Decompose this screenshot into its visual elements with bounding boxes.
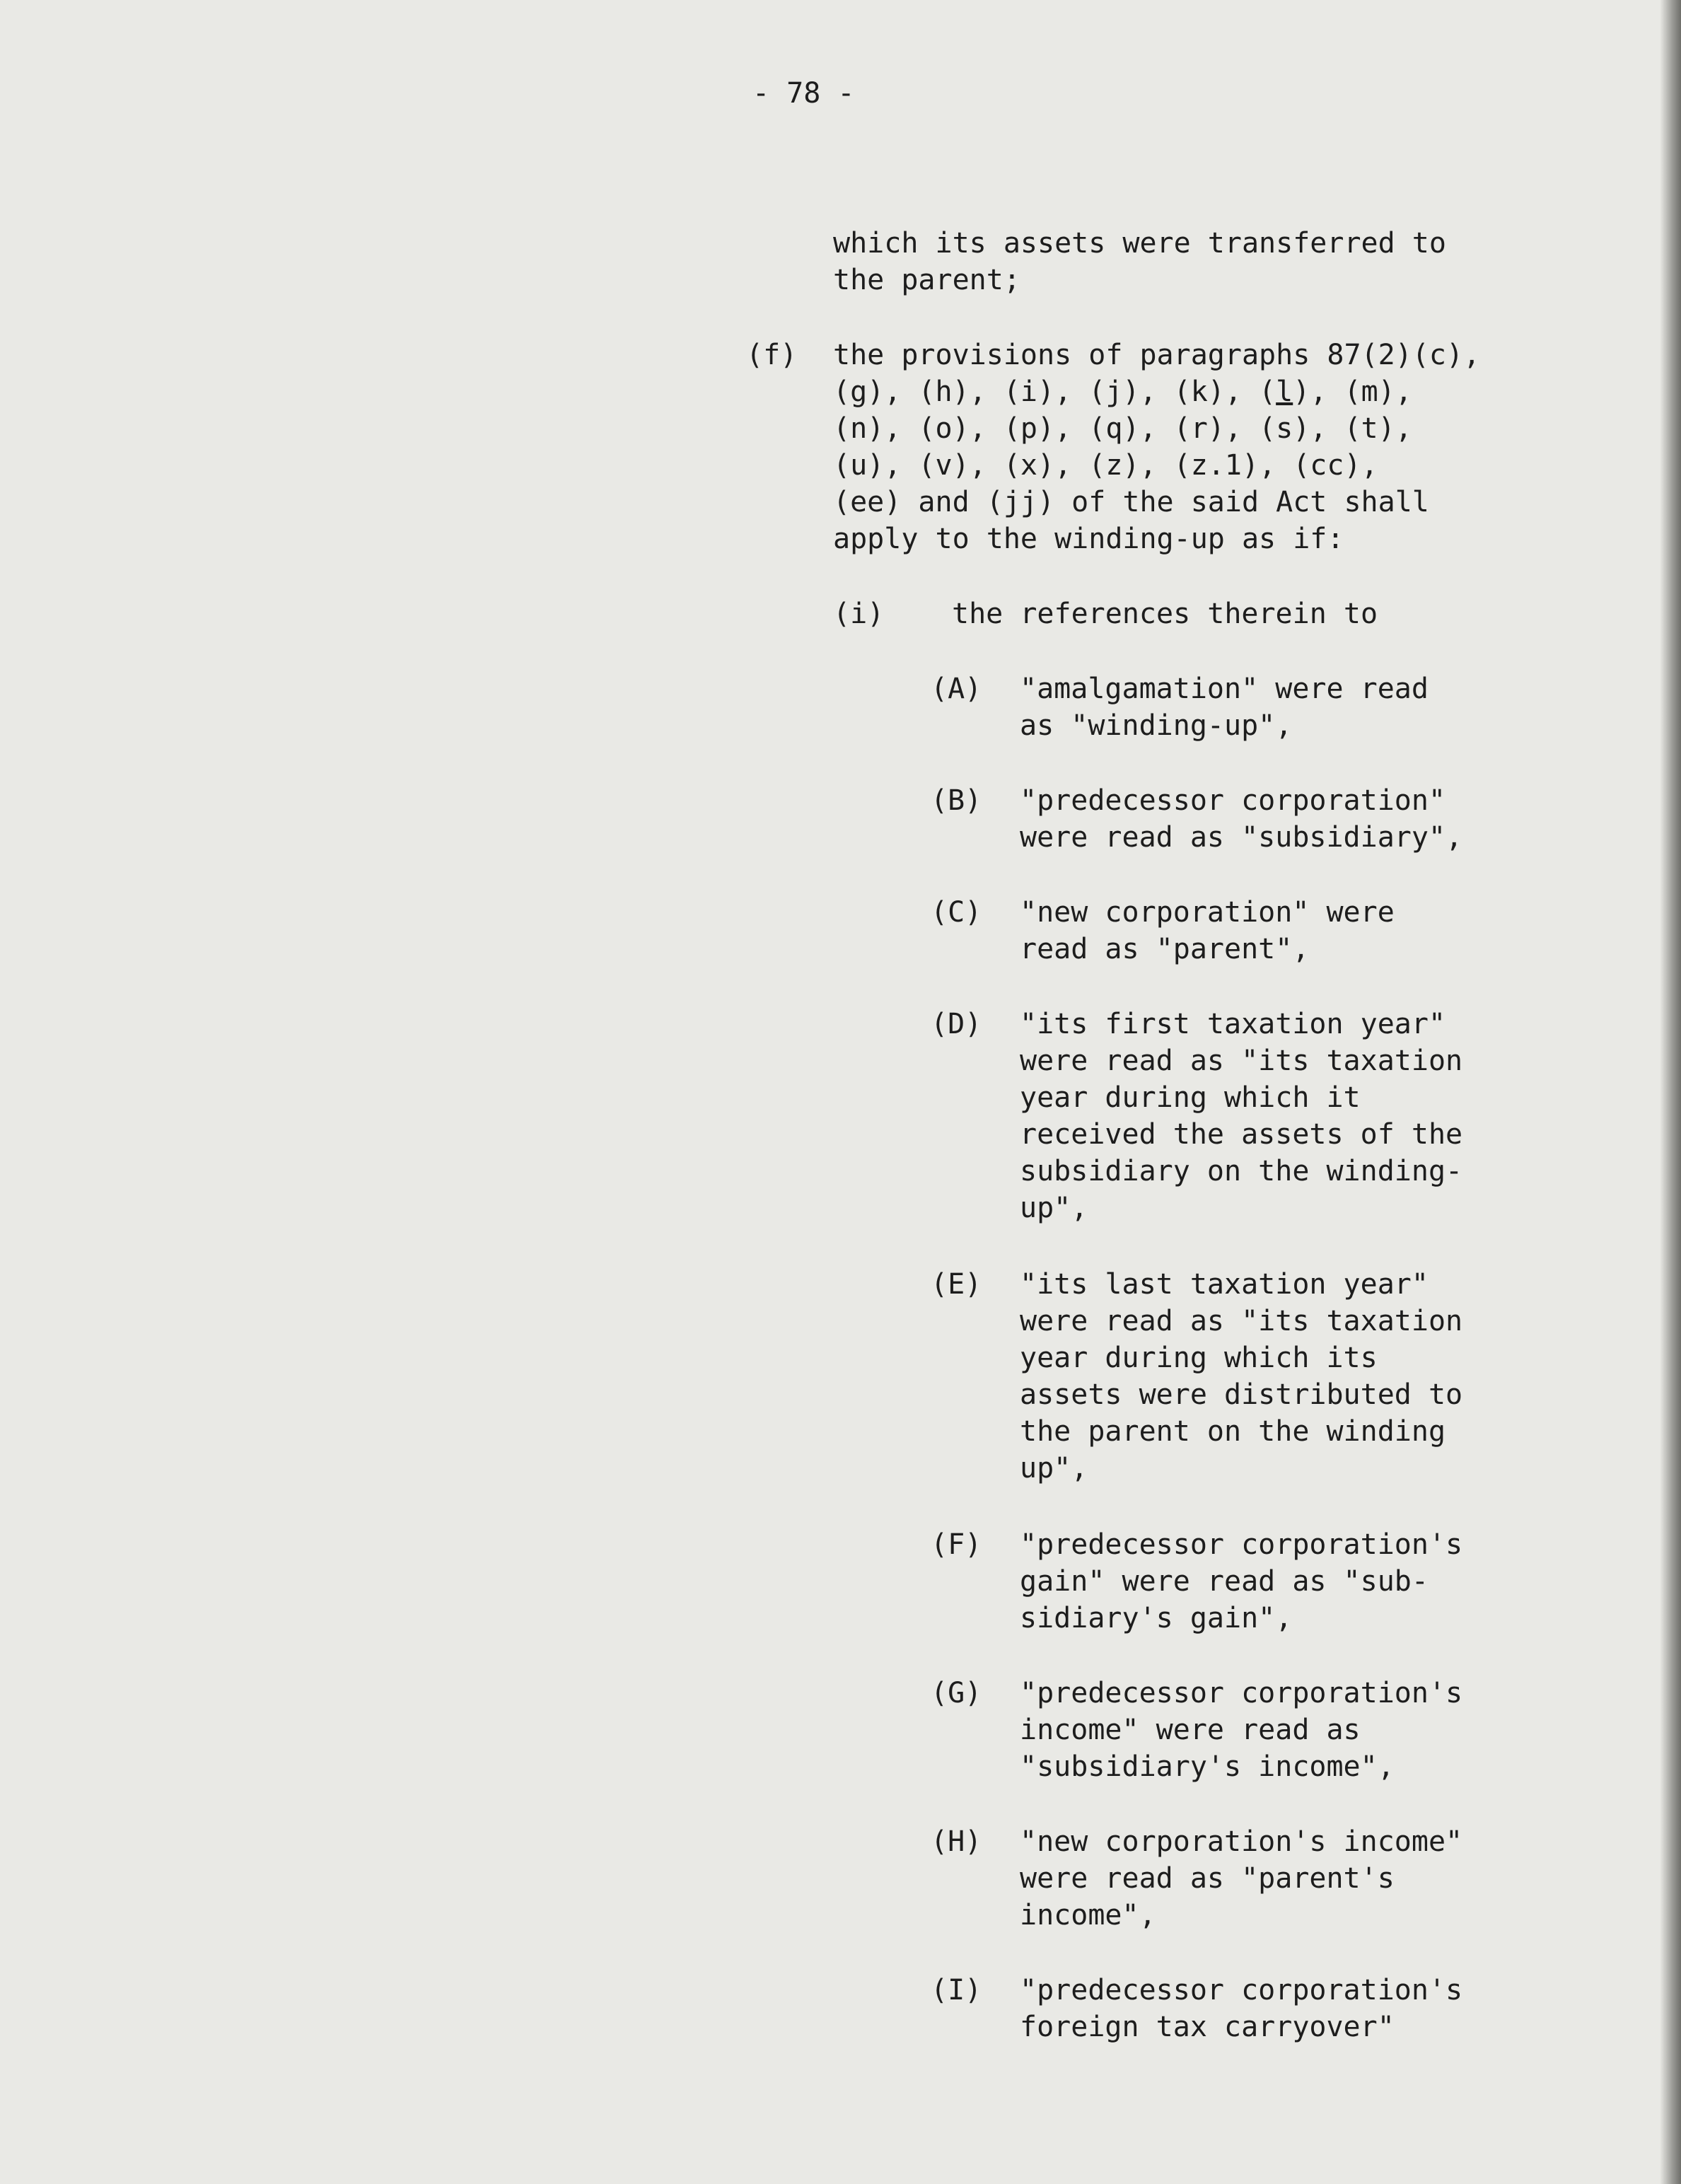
text-line: "new corporation's income" bbox=[1020, 1825, 1463, 1858]
page-number: - 78 - bbox=[752, 77, 855, 110]
text-line: as "winding-up", bbox=[1020, 709, 1293, 742]
text-line: (n), (o), (p), (q), (r), (s), (t), bbox=[833, 412, 1412, 445]
text-line: gain" were read as "sub- bbox=[1020, 1565, 1429, 1598]
text-line: "predecessor corporation's bbox=[1020, 1677, 1463, 1709]
item-label-i: (i) bbox=[833, 598, 885, 630]
subitem-label-b: (B) bbox=[931, 784, 982, 817]
text-line bbox=[833, 373, 1412, 410]
subitem-label-h: (H) bbox=[931, 1825, 982, 1858]
text-segment: ), (m), bbox=[1293, 376, 1412, 408]
text-line: were read as "its taxation bbox=[1020, 1305, 1463, 1337]
subitem-label-e: (E) bbox=[931, 1268, 982, 1301]
text-line: up", bbox=[1020, 1452, 1088, 1485]
text-line: were read as "subsidiary", bbox=[1020, 821, 1463, 854]
subitem-label-i: (I) bbox=[931, 1974, 982, 2006]
text-line: subsidiary on the winding- bbox=[1020, 1155, 1463, 1187]
subitem-label-f: (F) bbox=[931, 1528, 982, 1561]
text-line: the references therein to bbox=[952, 598, 1378, 630]
text-line: "new corporation" were bbox=[1020, 896, 1395, 929]
text-line: "its last taxation year" bbox=[1020, 1268, 1429, 1301]
text-line: "amalgamation" were read bbox=[1020, 673, 1429, 705]
text-line: "predecessor corporation" bbox=[1020, 784, 1446, 817]
subitem-label-a: (A) bbox=[931, 673, 982, 705]
text-line: income" were read as bbox=[1020, 1714, 1361, 1746]
text-line: the parent on the winding bbox=[1020, 1415, 1446, 1448]
text-line: sidiary's gain", bbox=[1020, 1602, 1293, 1634]
text-line: apply to the winding-up as if: bbox=[833, 523, 1344, 555]
text-line: (ee) and (jj) of the said Act shall bbox=[833, 486, 1429, 518]
text-line: read as "parent", bbox=[1020, 933, 1310, 965]
page-edge-shadow bbox=[1660, 0, 1681, 2184]
text-line: "its first taxation year" bbox=[1020, 1008, 1446, 1040]
text-line: were read as "its taxation bbox=[1020, 1045, 1463, 1077]
text-line: (u), (v), (x), (z), (z.1), (cc), bbox=[833, 449, 1378, 482]
text-line: the provisions of paragraphs 87(2)(c), bbox=[833, 339, 1481, 371]
text-line: "subsidiary's income", bbox=[1020, 1750, 1395, 1783]
underlined-letter: l bbox=[1276, 376, 1293, 408]
subitem-label-c: (C) bbox=[931, 896, 982, 929]
text-line: received the assets of the bbox=[1020, 1118, 1463, 1151]
text-line: up", bbox=[1020, 1192, 1088, 1224]
item-label-f: (f) bbox=[746, 339, 798, 371]
text-line: "predecessor corporation's bbox=[1020, 1528, 1463, 1561]
subitem-label-d: (D) bbox=[931, 1008, 982, 1040]
text-line: "predecessor corporation's bbox=[1020, 1974, 1463, 2006]
text-line: the parent; bbox=[833, 264, 1020, 296]
text-segment: (g), (h), (i), (j), (k), ( bbox=[833, 376, 1276, 408]
text-line: foreign tax carryover" bbox=[1020, 2011, 1395, 2043]
text-line: which its assets were transferred to bbox=[833, 227, 1446, 260]
subitem-label-g: (G) bbox=[931, 1677, 982, 1709]
text-line: income", bbox=[1020, 1899, 1156, 1932]
text-line: year during which it bbox=[1020, 1081, 1361, 1114]
text-line: year during which its bbox=[1020, 1342, 1378, 1374]
text-line: assets were distributed to bbox=[1020, 1378, 1463, 1411]
text-line: were read as "parent's bbox=[1020, 1862, 1395, 1895]
